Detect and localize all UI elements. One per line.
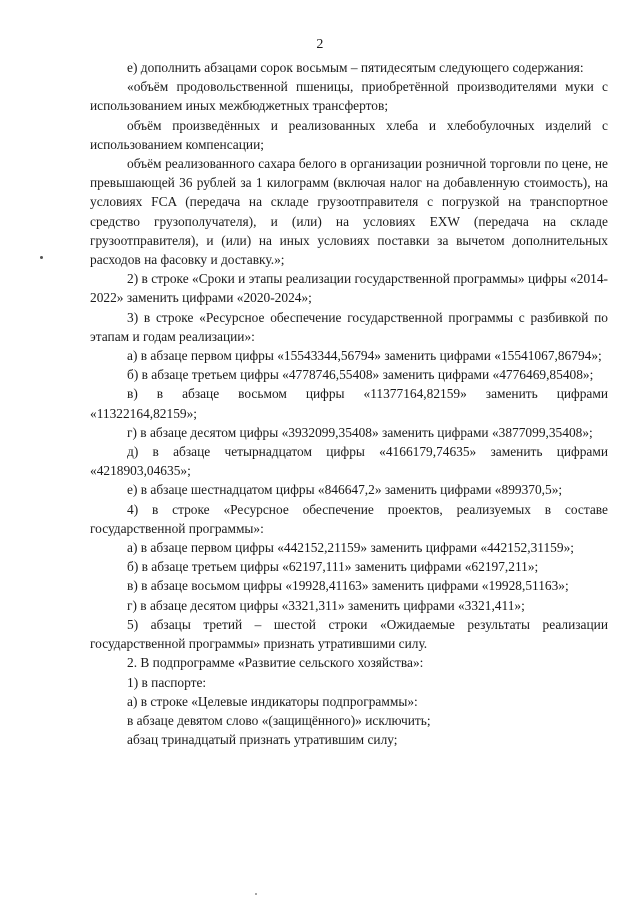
paragraph-e-add: е) дополнить абзацами сорок восьмым – пятидесятым следующего содержания: <box>127 60 584 75</box>
paragraph-projects-item-v: в) в абзаце восьмом цифры «19928,41163» заменить цифрами «19928,51163»; <box>127 578 569 594</box>
paragraph-passport: 1) в паспорте: <box>127 674 207 690</box>
paragraph-target-indicators: а) в строке «Целевые индикаторы подпрограммы»: <box>127 693 418 709</box>
scan-speck <box>255 893 257 895</box>
paragraph-item-g: г) в абзаце десятом цифры «3932099,35408» заменить цифрами «3877099,35408»; <box>127 424 593 440</box>
paragraph-item-d: д) в абзаце четырнадцатом цифры «4166179,74635» заменить цифрами «4218903,04635»; <box>90 444 608 479</box>
paragraph-thirteenth-abzac: абзац тринадцатый признать утратившим силу; <box>127 732 398 748</box>
paragraph-resource-provision: 3) в строке «Ресурсное обеспечение государственной программы с разбивкой по этапам и годам реализации»: <box>90 309 608 344</box>
paragraph-item-e: е) в абзаце шестнадцатом цифры «846647,2» заменить цифрами «899370,5»; <box>127 482 563 498</box>
document-body <box>90 58 608 749</box>
paragraph-ninth-abzac: в абзаце девятом слово «(защищённого)» исключить; <box>127 712 431 728</box>
paragraph-subprogram-agriculture: 2. В подпрограмме «Развитие сельского хозяйства»: <box>127 655 424 671</box>
paragraph-item-v: в) в абзаце восьмом цифры «11377164,82159» заменить цифрами «11322164,82159»; <box>90 386 608 421</box>
paragraph-item-b: б) в абзаце третьем цифры «4778746,55408» заменить цифрами «4776469,85408»; <box>127 367 594 383</box>
paragraph-sugar-volume: объём реализованного сахара белого в организации розничной торговли по цене, не превышающей 36 рублей за 1 килограмм (включая налог на добавленную стоимость), на условиях FCA (передача на складе грузоотправителя с погрузкой на транспортное средство грузополучателя), и (или) на условиях EXW (передача на складе грузоотправителя), и (или) на иных условиях поставки за вычетом дополнительных расходов на фасовку и доставку.»; <box>90 156 608 268</box>
paragraph-terms-stages: 2) в строке «Сроки и этапы реализации государственной программы» цифры «2014-2022» заменить цифрами «2020-2024»; <box>90 271 608 306</box>
paragraph-projects-resource: 4) в строке «Ресурсное обеспечение проектов, реализуемых в составе государственной программы»: <box>90 501 608 536</box>
paragraph-wheat-volume: «объём продовольственной пшеницы, приобретённой производителями муки с использованием иных межбюджетных трансфертов; <box>90 79 608 114</box>
paragraph-projects-item-a: а) в абзаце первом цифры «442152,21159» заменить цифрами «442152,31159»; <box>127 540 574 556</box>
paragraph-item-a: а) в абзаце первом цифры «15543344,56794» заменить цифрами «15541067,86794»; <box>127 348 602 364</box>
scan-speck <box>40 256 43 259</box>
paragraph-bread-volume: объём произведённых и реализованных хлеба и хлебобулочных изделий с использованием компенсации; <box>90 117 608 152</box>
paragraph-projects-item-g: г) в абзаце десятом цифры «3321,311» заменить цифрами «3321,411»; <box>127 597 525 613</box>
paragraph-expected-results: 5) абзацы третий – шестой строки «Ожидаемые результаты реализации государственной программы» признать утратившими силу. <box>90 616 608 652</box>
page-number: 2 <box>316 37 324 52</box>
paragraph-projects-item-b: б) в абзаце третьем цифры «62197,111» заменить цифрами «62197,211»; <box>127 559 539 575</box>
